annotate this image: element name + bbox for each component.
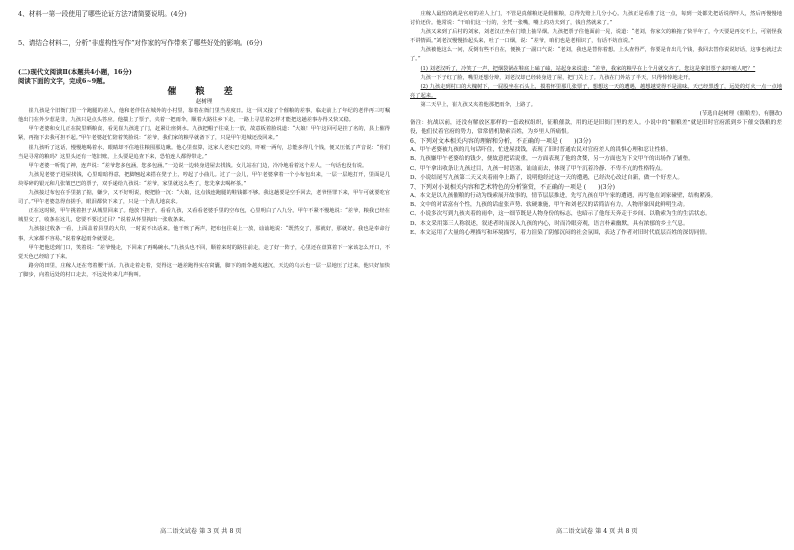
right-page <box>410 10 782 526</box>
story-paragraph: 九孩又来到了后村的刘家，刘老汉正坐在门墩上抽旱烟。九孩把票子往他面前一晃，说道：“老刘，你家欠的粮拖了快半年了，今天要是再交不上，可别怪我不讲情面。”刘老汉慢慢抬起头来，吐了一口烟，说：“差爷，咱们也是老相识了，有话不妨直说。” <box>410 29 782 45</box>
story-paragraph: 甲午老婆一听慌了神，连声说：“差爷您多包涵，您多包涵。”一边说一边转身进屋去找钱。女儿站在门边，冷冷地看着这个差人，一句话也没有说。 <box>28 162 368 169</box>
q6-option-c: C、甲午拿出收条让九孩过目，九孩一时语塞，讪讪而去，体现了甲午沉着冷静、不卑不亢的性格特点。 <box>410 165 667 172</box>
underlined-sentence-1: (1) 刘老汉听了，冷笑了一声，把烟袋锅在鞋底上磕了磕，站起身来说道：“差爷，我家的粮早在上个月就交齐了，您这是拿旧票子来吓唬人吧？” <box>420 65 756 72</box>
story-paragraph: 庄稼人最怕的就是官府的差人上门，不管是真催粮还是假催粮，总得先赔上几分小心。九孩正是看准了这一点，每到一处都先把话说得吓人，然后再慢慢地讨价还价。他常说：“干咱们这一行的，全凭一张嘴，嘴上的功夫到了，钱自然就来了。” <box>410 11 782 27</box>
question-5: 5、请结合材料二，分析“非虚构性写作”对作家的写作带来了哪些好处的影响。(6分) <box>18 39 263 47</box>
story-paragraph: 九孩接过收条一看，上面盖着县里的大印，一时说不出话来。他干咳了两声，把布包往桌上一放，讪讪地说：“既然交了，那就好，那就好。我也是奉命行事，大家都不容易。”说着拿起雨伞就要走。 <box>18 226 390 242</box>
q6-option-a: A、甲午老婆被九孩的几句话吓住，忙进屋找钱，表现了旧时普通农民对官府差人的畏惧心理和忍让性格。 <box>410 147 672 154</box>
story-paragraph: 崔九孩听了这话，慢慢地喝着水，眼睛却不住地往粮囤那边瞅。他心里盘算，这家人老实巴交的，吓唬一两句，总能多得几个钱，便又压低了声音说：“你们当是寻常的粮吗？这里头还有一笔旧账，上头要是追查下来，恐怕连人都得带走。” <box>18 144 390 160</box>
q7-option-e: E、本文运用了大量的心理描写和环境描写，着力渲染了阴郁沉闷的社会氛围，表达了作者对旧时代底层百姓的深切同情。 <box>410 229 711 236</box>
q6-option-b: B、九孩嫌甲午老婆给的钱少，便故意把话说重，一方面表现了他的贪婪，另一方面也为下文甲午的出场作了铺垫。 <box>410 156 694 163</box>
story-paragraph: 九孩接过布包在手里掂了掂，嫌少，又不好明说，便把脸一沉：“大娘，这点钱连跑腿的鞋钱都不够。我这趟要是空手回去，老爷怪罪下来，甲午可就要吃官司了。”甲午老婆急得直搓手，眼泪都快下来了，只是一个劲儿地哀求。 <box>18 190 390 206</box>
page-footer-left: 高二语文试卷 第 3 页 共 8 页 <box>160 528 242 535</box>
source-citation: (节选自赵树理《催粮差》，有删改) <box>699 111 782 118</box>
question-6: 6、下列对文本相关内容的理解和分析，不正确的一项是 ( )(3分) <box>410 138 591 146</box>
story-paragraph: 路旁的田里，庄稼人还在弯着腰干活。九孩走着走着，觉得这一趟差跑得实在窝囊，脚下的雨伞越夹越沉，天边的乌云也一层一层地压了过来，他只好加快了脚步，向着远处的村口走去，不远处传来几声狗叫。 <box>18 262 390 278</box>
story-paragraph: 第二天早上，崔九孩又夹着他那把雨伞，上路了。 <box>420 101 536 108</box>
background-note: 备注：抗战以前，还没有解放区那样的一套政权组织，征粮催款，用的还是旧衙门里的差人。小说中的“催粮差”就是旧时官府派到乡下催交钱粮的差役，他们仗着官府的势力，常常借机勒索百姓，为乡里人所痛恨。 <box>410 120 782 136</box>
q7-option-d: D、本文采用第三人称叙述，叙述者时而深入九孩的内心，时而冷眼旁观，语言朴素幽默，具有浓郁的乡土气息。 <box>410 220 689 227</box>
page-footer-right: 高二语文试卷 第 4 页 共 8 页 <box>556 528 638 535</box>
q7-option-b: B、文中的对话富有个性，九孩的话虚张声势、软硬兼施，甲午和刘老汉的话简洁有力，人物形象因此鲜明生动。 <box>410 202 689 209</box>
story-paragraph: 崔九孩是个旧衙门里一个跑腿的差人，他和老伴住在城外的小村里，靠着在衙门里当差度日。这一回又接了个催粮的差事，临走前上了年纪的老伴再三叮嘱他出门在外少惹是非，九孩只是点头答应。他揣上了票子，夹着一把雨伞，顺着大路往乡下走，一路上寻思着怎样才能把这趟差事办得又快又稳。 <box>18 108 390 124</box>
story-paragraph: 甲午把他送到门口，笑着说：“差爷慢走，下回来了再喝碗水。”九孩头也不回，顺着来时的路往前走，走了好一阵子，心里还在盘算着下一家该怎么开口，不觉天色已经暗了下来。 <box>18 244 390 260</box>
story-title: 催 粮 差 <box>167 87 241 98</box>
story-paragraph: 甲午老婆和女儿正在院里晒粮食，看见崔九孩进了门，赶紧让座倒水。九孩把帽子往桌上一放，故意板着脸说道：“大娘！甲午这回可是挂了名的，县上催得紧，再拖下去我可担不起。”甲午老婆赶忙陪着笑脸说：“差爷，我们家的粮早就备下了，只是甲午进城还没回来。” <box>18 126 390 142</box>
q7-option-a: A、本文是以九孩催粮的行动为线索展开故事的，情节层层推进，先写九孩在甲午家的遭遇，再写他在刘家碰壁，结构紧凑。 <box>410 193 717 200</box>
left-page <box>18 10 390 526</box>
section-heading: (二)现代文阅读Ⅱ(本题共4小题，16分) <box>18 68 132 76</box>
story-paragraph: 九孩被他这么一问，反倒有些不自在，便换了一副口气说：“老刘，我也是替你着想。上头查得严，你要是肯出几个钱，我回去替你说说好话，这事也就过去了。” <box>410 47 782 63</box>
story-paragraph: 九孩一下子红了脸，嘴里还想分辩，刘老汉却已经转身进了屋，把门关上了。九孩在门外站了半天，只得悻悻地走开。 <box>420 74 694 81</box>
underlined-sentence-2: (2) 九孩走到村口的大槐树下，一屁股坐在石头上，摸着怀里那几张票子，想想这一天的遭遇，越想越觉得不是滋味。天已经黑透了，远处的灯火一点一点地亮了起来。 <box>410 83 782 99</box>
story-author: 赵树理 <box>195 99 213 106</box>
reading-instruction: 阅读下面的文字，完成6~9题。 <box>18 76 109 85</box>
question-7: 7、下列对小说相关内容和艺术特色的分析鉴赏，不正确的一项是 ( )(3分) <box>410 184 615 192</box>
q6-option-d: D、小说结尾写九孩第二天又夹着雨伞上路了，说明他经过这一天的遭遇，已经决心改过自新，做一个好差人。 <box>410 174 683 181</box>
question-4: 4、材料一第一段使用了哪些论证方法?请简要说明。(4分) <box>18 10 187 18</box>
q7-option-c: C、小说多次写到九孩夹着的雨伞，这一细节既是人物身份的标志，也暗示了他每天奔走于乡间、以勒索为生的生活状态。 <box>410 211 711 218</box>
story-paragraph: 九孩见老婆子进屋找钱，心里暗暗得意，把脚翘起来搭在凳子上，哼起了小曲儿。过了一会儿，甲午老婆拿着一个小布包出来，一层一层地打开，里面是几块零碎的银元和几张皱巴巴的票子，双手递给九孩说：“差爷，家里就这么些了，您先拿去喝杯茶。” <box>18 171 390 187</box>
story-paragraph: 正在这时候，甲午挑着担子从城里回来了。他放下担子，看看九孩，又看看老婆手里的空布包，心里明白了八九分。甲午不紧不慢地说：“差爷，粮我已经在城里交了，收条在这儿，您要不要过过目？”说着从怀里掏出一张收条来。 <box>18 208 390 224</box>
